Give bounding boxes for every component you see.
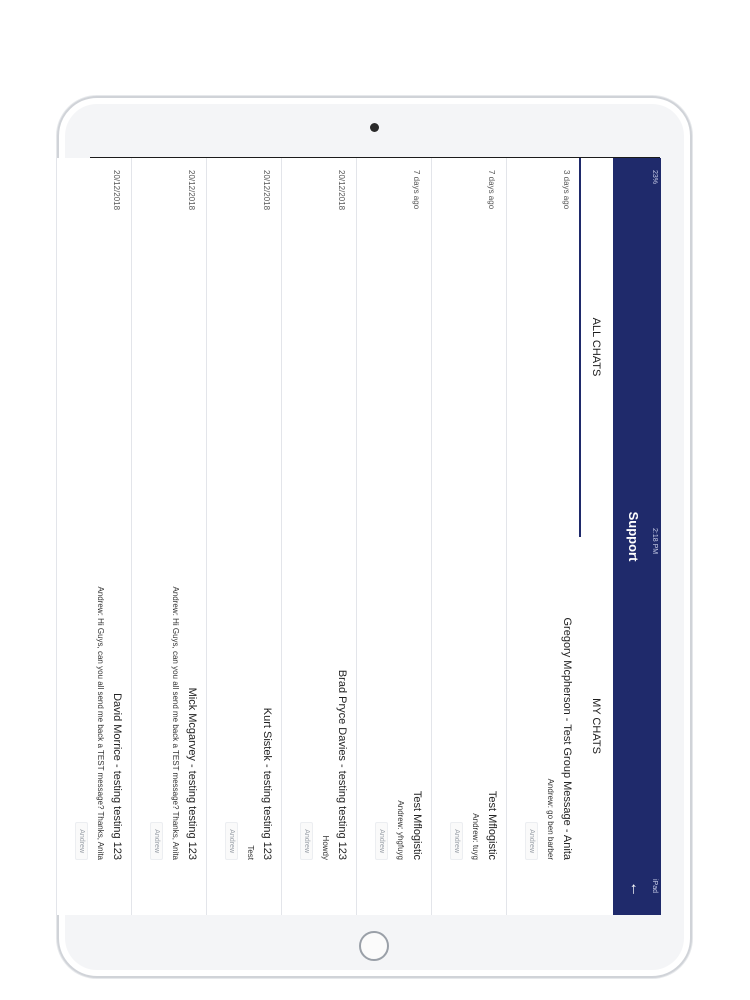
chat-date: 20/12/2018 bbox=[112, 170, 121, 211]
chat-list-item[interactable] bbox=[356, 158, 429, 915]
chat-title: Test Mflogistic bbox=[486, 790, 498, 860]
chat-preview: Howdy bbox=[321, 835, 330, 860]
chat-sender-badge: Andrew bbox=[525, 822, 538, 860]
chat-sender-badge: Andrew bbox=[75, 822, 88, 860]
chat-preview: Andrew: Hi Guys, can you all send me back a TEST message? Thanks, Anita bbox=[96, 586, 105, 860]
status-battery: 23% bbox=[651, 170, 658, 185]
chat-list-item[interactable] bbox=[431, 158, 504, 915]
chat-sender-badge: Andrew bbox=[300, 822, 313, 860]
page-title: Support bbox=[626, 511, 641, 562]
tab-my-chats[interactable]: MY CHATS bbox=[590, 698, 602, 754]
status-carrier: iPad bbox=[651, 878, 658, 893]
chat-sender-badge: Andrew bbox=[375, 822, 388, 860]
chat-list-item[interactable] bbox=[56, 158, 129, 915]
chat-sender-badge: Andrew bbox=[150, 822, 163, 860]
front-camera bbox=[370, 123, 379, 132]
chat-list-item[interactable] bbox=[281, 158, 354, 915]
status-time: 2:18 PM bbox=[651, 528, 658, 555]
chat-date: 3 days ago bbox=[562, 170, 571, 210]
chat-list-item[interactable] bbox=[506, 158, 579, 915]
chat-date: 20/12/2018 bbox=[262, 170, 271, 211]
chat-preview: Andrew: yhgfuyg bbox=[396, 800, 405, 860]
active-tab-indicator bbox=[579, 158, 581, 537]
chat-title: Brad Pryce Davies - testing testing 123 bbox=[336, 669, 348, 860]
arrow-left-icon[interactable]: ← bbox=[627, 881, 644, 897]
chat-title: Test Mflogistic bbox=[411, 790, 423, 860]
tab-bar bbox=[579, 158, 613, 915]
chat-title: Gregory Mcpherson - Test Group Message - Anita bbox=[561, 617, 573, 860]
chat-title: Mick Mcgarvey - testing testing 123 bbox=[186, 687, 198, 860]
chat-title: Kurt Sistek - testing testing 123 bbox=[261, 707, 273, 860]
app-view bbox=[78, 158, 661, 915]
screen bbox=[78, 157, 660, 914]
chat-list-item[interactable] bbox=[131, 158, 204, 915]
chat-date: 20/12/2018 bbox=[337, 170, 346, 211]
chat-preview: Andrew: tuyg bbox=[471, 813, 480, 860]
chat-date: 7 days ago bbox=[487, 170, 496, 210]
chat-sender-badge: Andrew bbox=[450, 822, 463, 860]
tab-all-chats[interactable]: ALL CHATS bbox=[590, 317, 602, 377]
home-button[interactable] bbox=[359, 931, 389, 961]
chat-date: 7 days ago bbox=[412, 170, 421, 210]
chat-preview: Test bbox=[246, 845, 255, 860]
chat-date: 20/12/2018 bbox=[187, 170, 196, 211]
chat-sender-badge: Andrew bbox=[225, 822, 238, 860]
chat-title: David Morrice - testing testing 123 bbox=[111, 693, 123, 860]
chat-list bbox=[78, 158, 579, 915]
chat-preview: Andrew: Hi Guys, can you all send me back a TEST message? Thanks, Anita bbox=[171, 586, 180, 860]
chat-preview: Andrew: go ben barber bbox=[546, 778, 555, 860]
navbar bbox=[613, 158, 661, 915]
chat-list-item[interactable] bbox=[206, 158, 279, 915]
